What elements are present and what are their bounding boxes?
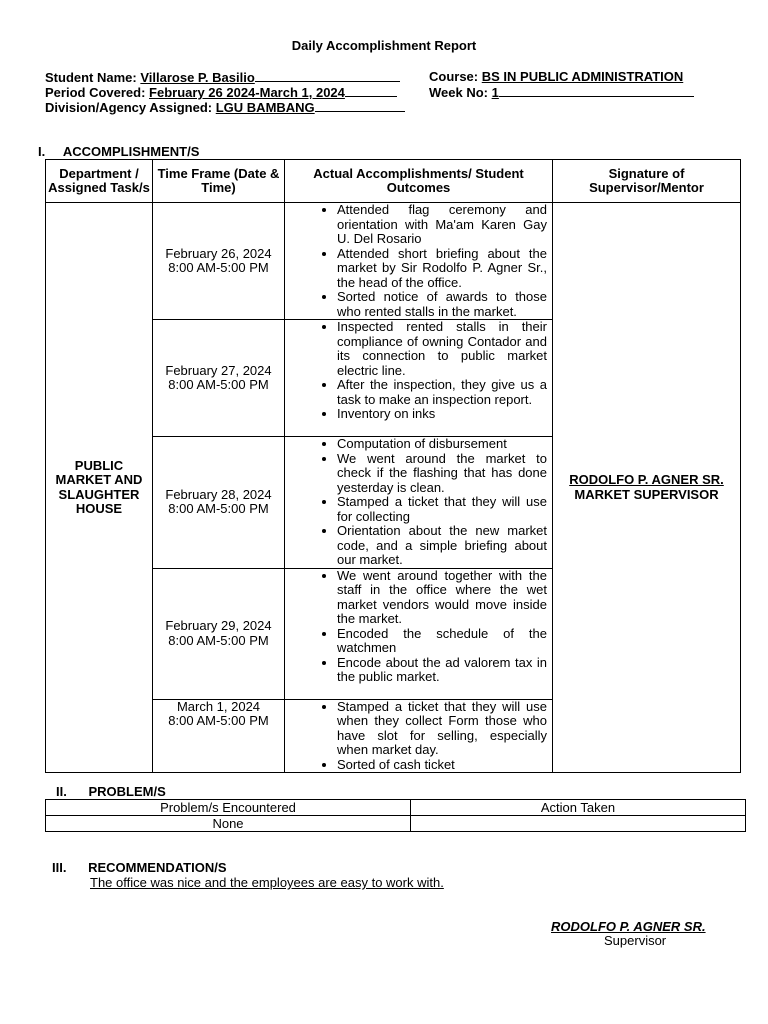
list-item: • After the inspection, they give us a task to make an inspection report.	[337, 378, 547, 407]
header-signature: Signature of Supervisor/Mentor	[553, 160, 741, 203]
header-time-frame: Time Frame (Date & Time)	[153, 160, 285, 203]
list-item: • Stamped a ticket that they will use for collecting	[337, 495, 547, 524]
date: February 26, 2024	[165, 245, 272, 261]
list-item: • We went around the market to check if the flashing that has done yesterday is clean.	[337, 452, 547, 496]
section-number: III.	[52, 860, 67, 875]
course-row	[429, 69, 683, 84]
signature-role: Supervisor	[604, 933, 667, 948]
fill-line	[345, 84, 397, 97]
time: 8:00 AM-5:00 PM	[168, 501, 269, 517]
list-item: • We went around together with the staff in the office where the wet market vendors would move inside the market.	[337, 569, 547, 627]
department-cell: PUBLIC MARKET AND SLAUGHTER HOUSE	[46, 203, 153, 773]
accomplishments-cell	[285, 568, 553, 699]
action-cell	[411, 816, 746, 832]
list-item: • Orientation about the new market code, and a simple briefing about our market.	[337, 524, 547, 568]
period-label: Period Covered:	[45, 85, 146, 100]
section-title: RECOMMENDATION/S	[88, 860, 227, 875]
header-department: Department / Assigned Task/s	[46, 160, 153, 203]
list-item: • Attended short briefing about the market by Sir Rodolfo P. Agner Sr., the head of the office.	[337, 247, 547, 291]
section-title: PROBLEM/S	[88, 784, 166, 799]
date-cell	[153, 568, 285, 699]
supervisor-signature-cell	[553, 203, 741, 773]
date-cell	[153, 437, 285, 569]
header-problems: Problem/s Encountered	[46, 800, 411, 816]
accomplishment-table	[45, 159, 741, 773]
list-item: • Encoded the schedule of the watchmen	[337, 627, 547, 656]
date-cell	[153, 320, 285, 437]
section-3-heading	[52, 860, 227, 875]
accomplishments-cell	[285, 320, 553, 437]
date: March 1, 2024	[176, 698, 261, 714]
time: 8:00 AM-5:00 PM	[168, 260, 269, 275]
accomplishments-cell	[285, 699, 553, 773]
section-2-heading	[56, 784, 166, 799]
fill-line	[499, 84, 694, 97]
table-row	[46, 203, 741, 320]
header-action: Action Taken	[411, 800, 746, 816]
course-label: Course:	[429, 69, 479, 84]
course-value: BS IN PUBLIC ADMINISTRATION	[481, 69, 684, 84]
list-item: • Computation of disbursement	[337, 437, 547, 452]
section-number: II.	[56, 784, 67, 799]
section-number: I.	[38, 144, 46, 159]
header-accomplishments: Actual Accomplishments/ Student Outcomes	[285, 160, 553, 203]
table-row	[46, 816, 746, 832]
time: 8:00 AM-5:00 PM	[168, 377, 269, 392]
period-row	[45, 84, 397, 100]
list-item: • Encode about the ad valorem tax in the public market.	[337, 656, 547, 685]
accomplishments-cell	[285, 437, 553, 569]
period-value: February 26 2024-March 1, 2024	[149, 85, 345, 100]
date: February 27, 2024	[165, 362, 272, 378]
list-item: • Sorted of cash ticket	[337, 758, 547, 773]
date-cell	[153, 203, 285, 320]
division-label: Division/Agency Assigned:	[45, 100, 213, 115]
list-item: • Inventory on inks	[337, 407, 547, 422]
week-row	[429, 84, 694, 100]
list-item: • Sorted notice of awards to those who rented stalls in the market.	[337, 290, 547, 319]
table-header-row	[46, 160, 741, 203]
division-row	[45, 99, 405, 115]
time: 8:00 AM-5:00 PM	[168, 632, 269, 648]
supervisor-name: RODOLFO P. AGNER SR.	[569, 472, 724, 487]
list-item: • Attended flag ceremony and orientation with Ma'am Karen Gay U. Del Rosario	[337, 203, 547, 247]
list-item: • Inspected rented stalls in their compliance of owning Contador and its connection to public market electric line.	[337, 320, 547, 378]
supervisor-title: MARKET SUPERVISOR	[574, 486, 719, 502]
student-name-label: Student Name:	[45, 70, 137, 85]
list-item: • Stamped a ticket that they will use when they collect Form those who have slot for selling, especially when market day.	[337, 700, 547, 758]
student-name-value: Villarose P. Basilio	[140, 70, 255, 85]
problems-header-row	[46, 800, 746, 816]
report-title: Daily Accomplishment Report	[291, 38, 477, 53]
student-name-row	[45, 69, 400, 85]
time: 8:00 AM-5:00 PM	[168, 713, 269, 728]
section-1-heading	[38, 144, 199, 159]
fill-line	[255, 69, 400, 82]
date: February 29, 2024	[165, 618, 272, 633]
section-title: ACCOMPLISHMENT/S	[62, 144, 200, 159]
problem-cell: None	[46, 816, 411, 832]
week-value: 1	[491, 85, 499, 100]
recommendation-text: The office was nice and the employees are easy to work with.	[90, 875, 444, 890]
date-cell	[153, 699, 285, 773]
date: February 28, 2024	[165, 486, 272, 502]
week-label: Week No:	[429, 85, 488, 100]
signature-name: RODOLFO P. AGNER SR.	[551, 919, 706, 934]
problems-table	[45, 799, 746, 832]
accomplishments-cell	[285, 203, 553, 320]
division-value: LGU BAMBANG	[215, 100, 315, 115]
fill-line	[315, 99, 405, 112]
